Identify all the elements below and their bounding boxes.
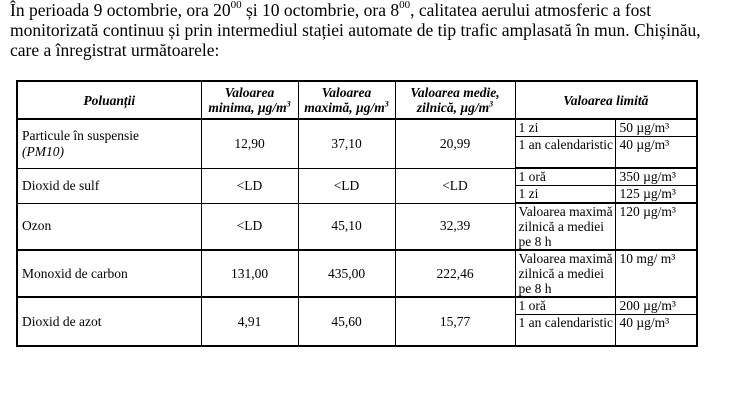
pollutant-name: Monoxid de carbon: [17, 250, 201, 297]
limit-period: Valoarea maximă zilnică a mediei pe 8 h: [515, 203, 615, 250]
value-avg: 20,99: [395, 119, 515, 168]
air-quality-table: [16, 80, 698, 347]
value-max: 37,10: [298, 119, 395, 168]
value-min: <LD: [201, 203, 298, 250]
header-max: Valoarea maximă, $\mu g/m^3$: [298, 81, 395, 119]
pollutant-name: Ozon: [17, 203, 201, 250]
pollutant-name: Dioxid de azot: [17, 297, 201, 346]
header-avg: Valoarea medie, zilnică, $\mu g/m^3$: [395, 81, 515, 119]
limit-value: 350 µg/m³: [615, 168, 697, 186]
value-max: 435,00: [298, 250, 395, 297]
intro-sup-2: 00: [399, 0, 411, 12]
table-row: [17, 297, 697, 315]
intro-paragraph: [10, 0, 732, 60]
pollutant-name: Dioxid de sulf: [17, 168, 201, 203]
header-limit: Valoarea limită: [515, 81, 697, 119]
limit-value: 120 µg/m³: [615, 203, 697, 250]
table-row: [17, 203, 697, 250]
header-min: Valoarea minima, $\mu g/m^3$: [201, 81, 298, 119]
table-header-row: [17, 81, 697, 119]
limit-period: 1 zi: [515, 186, 615, 204]
limit-period: 1 an calendaristic: [515, 137, 615, 169]
intro-sup-1: 00: [230, 0, 242, 12]
intro-text-1: În perioada 9 octombrie, ora 20: [10, 0, 231, 20]
table-row: [17, 119, 697, 137]
value-max: 45,10: [298, 203, 395, 250]
value-min: 4,91: [201, 297, 298, 346]
limit-value: 200 µg/m³: [615, 297, 697, 315]
value-avg: 15,77: [395, 297, 515, 346]
value-min: 131,00: [201, 250, 298, 297]
pollutant-name: Particule în suspensie (PM10): [17, 119, 201, 168]
value-avg: 32,39: [395, 203, 515, 250]
table-row: [17, 250, 697, 297]
value-min: 12,90: [201, 119, 298, 168]
limit-value: 125 µg/m³: [615, 186, 697, 204]
limit-period: 1 oră: [515, 297, 615, 315]
limit-period: 1 an calendaristic: [515, 315, 615, 347]
value-avg: <LD: [395, 168, 515, 203]
limit-value: 10 mg/ m³: [615, 250, 697, 297]
limit-period: Valoarea maximă zilnică a mediei pe 8 h: [515, 250, 615, 297]
value-max: <LD: [298, 168, 395, 203]
limit-period: 1 zi: [515, 119, 615, 137]
value-avg: 222,46: [395, 250, 515, 297]
value-max: 45,60: [298, 297, 395, 346]
limit-value: 40 µg/m³: [615, 137, 697, 169]
value-min: <LD: [201, 168, 298, 203]
limit-value: 50 µg/m³: [615, 119, 697, 137]
header-pollutant: Poluanții: [17, 81, 201, 119]
limit-period: 1 oră: [515, 168, 615, 186]
intro-text-2: și 10 octombrie, ora 8: [241, 0, 400, 20]
limit-value: 40 µg/m³: [615, 315, 697, 347]
intro-text-3: , calitatea aerului atmosferic a fost monitorizată continuu și prin intermediul stației automate de tip trafic amplasată în mun. Chișinău, care a înregistrat următoarele:: [10, 0, 701, 60]
table-row: [17, 168, 697, 186]
